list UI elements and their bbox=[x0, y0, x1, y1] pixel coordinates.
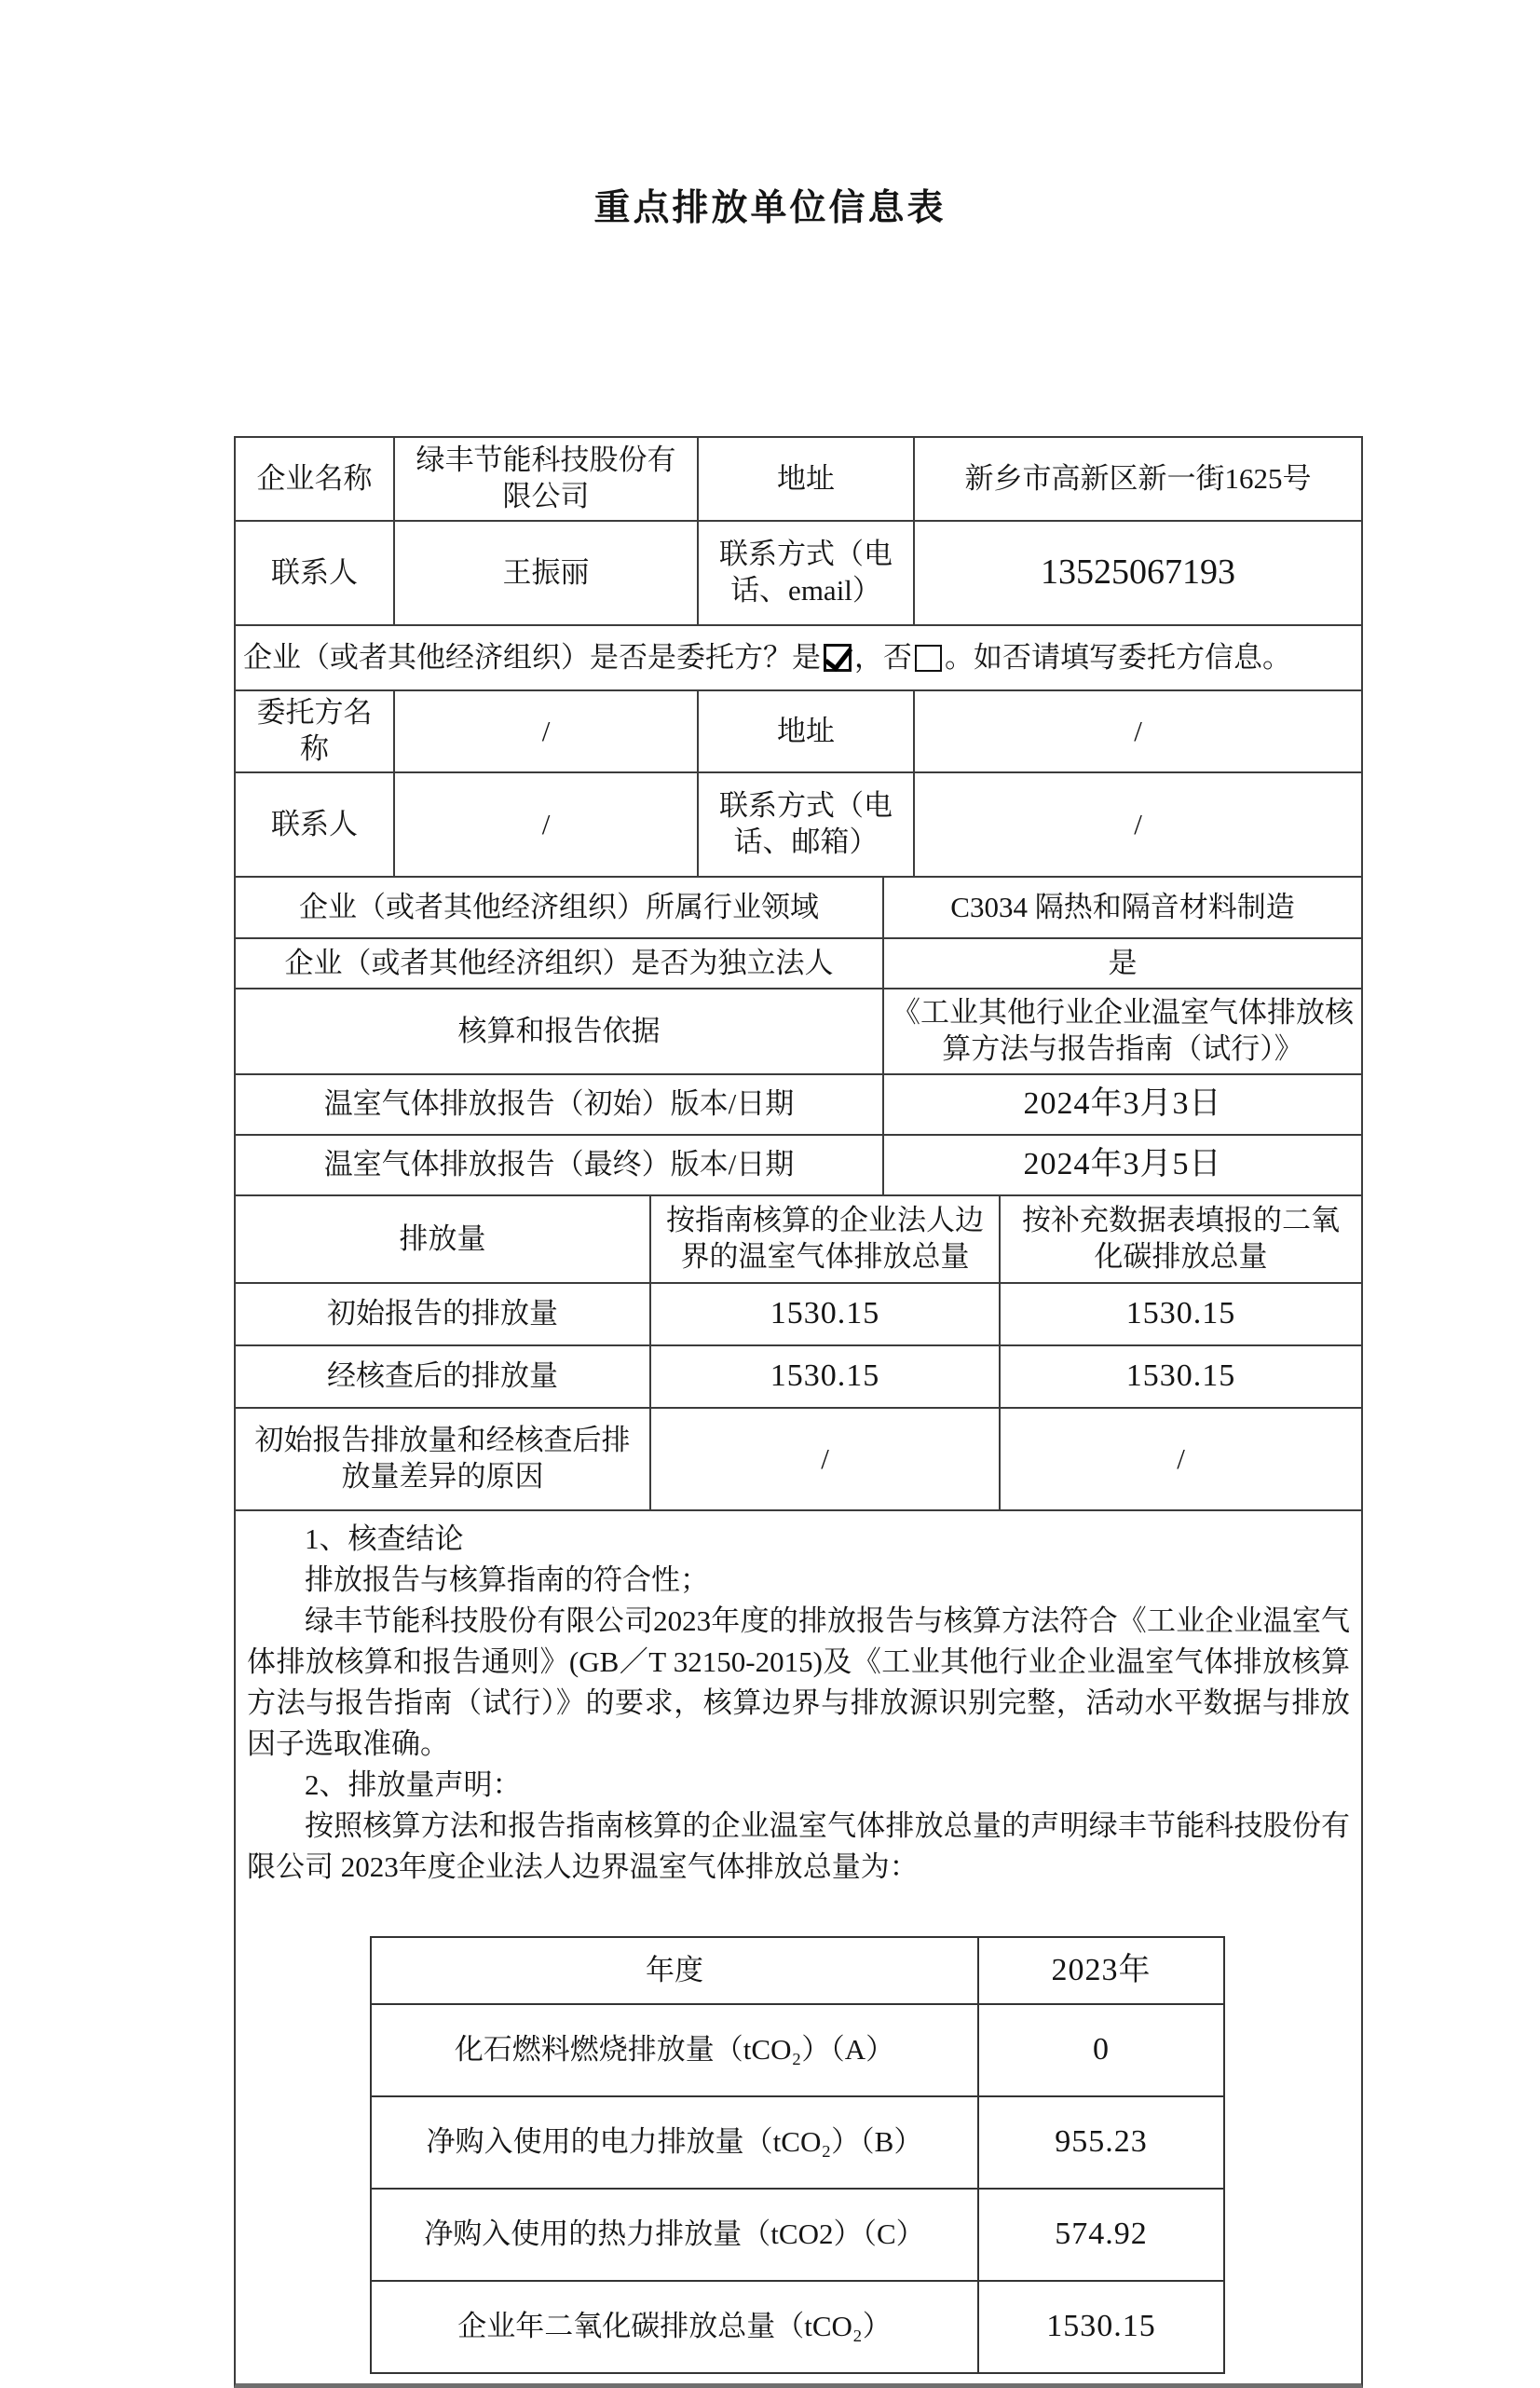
initial-report-date: 2024年3月3日 bbox=[1023, 1086, 1222, 1122]
conclusion-paragraph-1: 绿丰节能科技股份有限公司2023年度的排放报告与核算方法符合《工业企业温室气体排放核算和报告通则》(GB／T 32150-2015)及《工业其他行业企业温室气体排放核算方法与报告指南（试行）》的要求，核算边界与排放源识别完整，活动水平数据与排放因子选取准确。 bbox=[247, 1604, 1350, 1760]
contact-phone-value: 13525067193 bbox=[1041, 553, 1235, 593]
accounting-basis-label: 核算和报告依据 bbox=[236, 989, 884, 1073]
emissions-header-guideline: 按指南核算的企业法人边界的温室气体排放总量 bbox=[651, 1196, 1001, 1282]
consignor-name-value: / bbox=[395, 691, 699, 771]
consignor-address-value: / bbox=[1134, 714, 1142, 747]
initial-emissions-guideline-value: 1530.15 bbox=[651, 1284, 1001, 1344]
table-row-initial-emissions bbox=[236, 1284, 1361, 1346]
verification-conclusion-section bbox=[236, 1511, 1361, 1888]
consignor-contact-value: / bbox=[395, 773, 699, 876]
fossil-fuel-emissions-label: 化石燃料燃烧排放量（tCO₂）（A） bbox=[372, 2005, 979, 2095]
address-value: 新乡市高新区新一街1625号 bbox=[964, 461, 1312, 495]
contact-value: 王振丽 bbox=[395, 522, 699, 624]
summary-header-row bbox=[372, 1938, 1223, 2005]
emission-unit-info-table bbox=[234, 436, 1363, 2388]
verified-emissions-supplementary-value: 1530.15 bbox=[1125, 1358, 1236, 1394]
initial-report-label: 温室气体排放报告（初始）版本/日期 bbox=[236, 1075, 884, 1134]
table-row-verified-emissions bbox=[236, 1346, 1361, 1409]
emissions-header-supplementary: 按补充数据表填报的二氧化碳排放总量 bbox=[1022, 1204, 1340, 1273]
verified-emissions-guideline-value: 1530.15 bbox=[651, 1346, 1001, 1407]
initial-emissions-label: 初始报告的排放量 bbox=[236, 1284, 651, 1344]
legal-person-value: 是 bbox=[1108, 946, 1138, 979]
table-row-legal-person bbox=[236, 939, 1361, 989]
conclusion-heading-1: 1、核查结论 bbox=[305, 1522, 464, 1555]
consignor-contact-method-value: / bbox=[1134, 807, 1142, 840]
accounting-basis-value: 《工业其他行业企业温室气体排放核算方法与报告指南（试行）》 bbox=[892, 996, 1354, 1065]
table-row-accounting-basis bbox=[236, 989, 1361, 1075]
summary-row-total bbox=[372, 2282, 1223, 2372]
total-co2-emissions-label: 企业年二氧化碳排放总量（tCO₂） bbox=[372, 2282, 979, 2372]
initial-emissions-supplementary-value: 1530.15 bbox=[1125, 1296, 1236, 1331]
final-report-label: 温室气体排放报告（最终）版本/日期 bbox=[236, 1136, 884, 1194]
total-co2-emissions-value: 1530.15 bbox=[1046, 2309, 1156, 2344]
conclusion-paragraph-2: 按照核算方法和报告指南核算的企业温室气体排放总量的声明绿丰节能科技股份有限公司 2023年度企业法人边界温室气体排放总量为： bbox=[247, 1809, 1350, 1883]
summary-row-fossil-fuel bbox=[372, 2005, 1223, 2097]
emission-summary-table bbox=[370, 1936, 1225, 2374]
industry-label: 企业（或者其他经济组织）所属行业领域 bbox=[236, 878, 884, 937]
table-row-initial-report bbox=[236, 1075, 1361, 1136]
electricity-emissions-value: 955.23 bbox=[1055, 2124, 1148, 2160]
consignor-address-label: 地址 bbox=[699, 691, 915, 771]
heat-emissions-value: 574.92 bbox=[1055, 2217, 1148, 2252]
summary-row-heat bbox=[372, 2190, 1223, 2282]
table-row-final-report bbox=[236, 1136, 1361, 1196]
contact-label: 联系人 bbox=[236, 522, 395, 624]
company-name-value: 绿丰节能科技股份有限公司 bbox=[395, 438, 699, 520]
consignor-question-after: 。如否请填写委托方信息。 bbox=[945, 640, 1291, 674]
emission-summary-section bbox=[236, 1888, 1361, 2383]
difference-reason-supplementary-value: / bbox=[1177, 1441, 1185, 1475]
legal-person-label: 企业（或者其他经济组织）是否为独立法人 bbox=[236, 939, 884, 988]
address-label: 地址 bbox=[699, 438, 915, 520]
checkbox-unchecked-icon bbox=[915, 645, 942, 672]
electricity-emissions-label: 净购入使用的电力排放量（tCO₂）（B） bbox=[372, 2097, 979, 2188]
consignor-contact-method-label: 联系方式（电话、邮箱） bbox=[699, 773, 915, 876]
consignor-contact-label: 联系人 bbox=[236, 773, 395, 876]
conclusion-heading-2: 2、排放量声明： bbox=[305, 1768, 522, 1801]
emissions-header-label: 排放量 bbox=[236, 1196, 651, 1282]
consignor-name-label: 委托方名称 bbox=[236, 691, 395, 771]
final-report-date: 2024年3月5日 bbox=[1023, 1147, 1222, 1182]
table-row-contact bbox=[236, 522, 1361, 626]
table-row-consignor-name bbox=[236, 691, 1361, 773]
table-row-company bbox=[236, 438, 1361, 522]
table-row-emissions-header bbox=[236, 1196, 1361, 1284]
checkbox-checked-icon bbox=[824, 644, 852, 672]
heat-emissions-label: 净购入使用的热力排放量（tCO2）（C） bbox=[372, 2190, 979, 2280]
fossil-fuel-emissions-value: 0 bbox=[1093, 2032, 1110, 2067]
consignor-question-text: 企业（或者其他经济组织）是否是委托方？是 bbox=[243, 640, 821, 674]
difference-reason-guideline-value: / bbox=[651, 1409, 1001, 1509]
company-name-label: 企业名称 bbox=[236, 438, 395, 520]
contact-method-label: 联系方式（电话、email） bbox=[699, 522, 915, 624]
table-row-industry bbox=[236, 878, 1361, 939]
summary-year-value: 2023年 bbox=[1051, 1952, 1152, 1987]
table-row-difference-reason bbox=[236, 1409, 1361, 1511]
summary-year-label: 年度 bbox=[372, 1938, 979, 2003]
conclusion-compliance-line: 排放报告与核算指南的符合性； bbox=[305, 1563, 709, 1596]
verified-emissions-label: 经核查后的排放量 bbox=[236, 1346, 651, 1407]
industry-value: C3034 隔热和隔音材料制造 bbox=[950, 890, 1295, 923]
consignor-question-row bbox=[236, 626, 1361, 691]
consignor-question-between: ，否 bbox=[854, 640, 912, 674]
page-title: 重点排放单位信息表 bbox=[593, 188, 947, 228]
table-row-consignor-contact bbox=[236, 773, 1361, 878]
summary-row-electricity bbox=[372, 2097, 1223, 2190]
difference-reason-label: 初始报告排放量和经核查后排放量差异的原因 bbox=[236, 1409, 651, 1509]
